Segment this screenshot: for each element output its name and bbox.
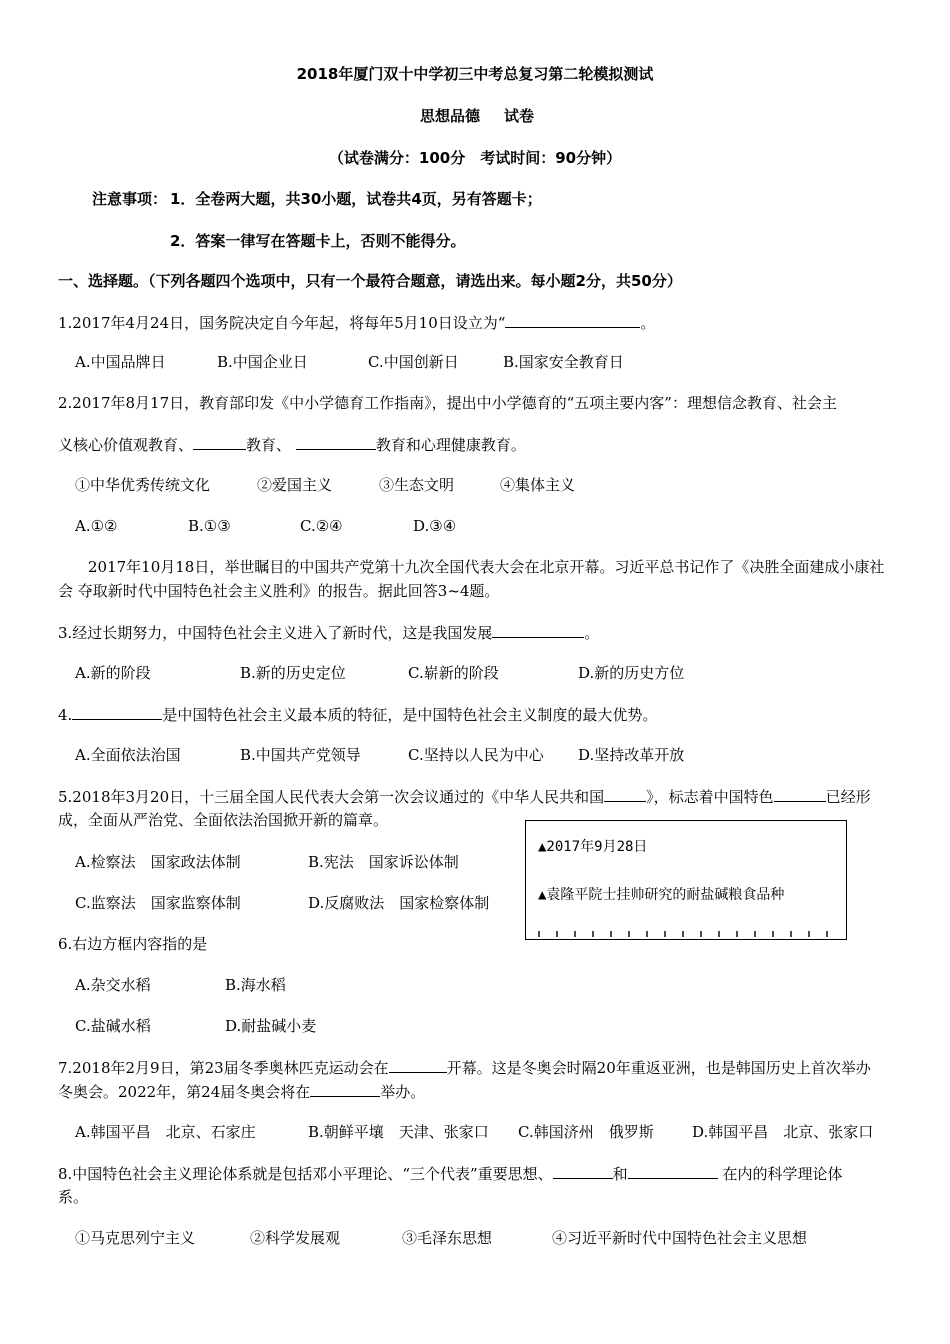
q4-option-a: A.全面依法治国: [75, 746, 181, 764]
q4-option-d: D.坚持改革开放: [578, 746, 685, 764]
passage-line-1: 2017年10月18日，举世瞩目的中国共产党第十九次全国代表大会在北京开幕。习近平总书记作了《决胜全面建成小康社: [88, 558, 885, 576]
question-7-line-1: [58, 1057, 871, 1078]
q5-blank-2: [774, 786, 826, 802]
exam-info: （试卷满分：100分 考试时间：90分钟）: [328, 149, 622, 167]
question-8-line-1: [58, 1163, 842, 1184]
q2-option-d: D.③④: [413, 517, 457, 535]
q2-option-a: A.①②: [75, 517, 118, 535]
q8-item-1: ①马克思列宁主义: [75, 1229, 196, 1247]
q5-option-c: C.监察法 国家监察体制: [75, 894, 241, 912]
q7-option-b: B.朝鲜平壤 天津、张家口: [308, 1123, 489, 1141]
question-2-line-1: 2.2017年8月17日，教育部印发《中小学德育工作指南》，提出中小学德育的“五项主要内客”：理想信念教育、社会主: [58, 394, 837, 412]
question-7-line-2: [58, 1081, 425, 1102]
q4-option-b: B.中国共产党领导: [240, 746, 361, 764]
q8-item-3: ③毛泽东思想: [402, 1229, 493, 1247]
q4-number: 4.: [58, 706, 73, 724]
q1-option-b: B.中国企业日: [217, 353, 308, 371]
q1-option-d: B.国家安全教育日: [503, 353, 624, 371]
q1-stem-a: 1.2017年4月24日，国务院决定自今年起，将每年5月10日设立为“: [58, 314, 506, 332]
q7-part-d: 举办。: [380, 1083, 426, 1101]
q2-item-3: ③生态文明: [379, 476, 455, 494]
q2-item-2: ②爱国主义: [257, 476, 333, 494]
q1-stem-b: 。: [640, 314, 656, 332]
box-line-1: ▲2017年9月28日: [538, 839, 648, 855]
q2-item-4: ④集体主义: [500, 476, 576, 494]
q3-option-c: C.崭新的阶段: [408, 664, 499, 682]
q6-option-b: B.海水稻: [225, 976, 286, 994]
q7-part-c: 冬奥会。2022年，第24届冬奥会将在: [58, 1083, 311, 1101]
q6-option-a: A.杂交水稻: [75, 976, 151, 994]
q1-option-a: A.中国品牌日: [75, 353, 166, 371]
box-cut-off-text: [538, 931, 836, 937]
question-2-line-2: [58, 434, 526, 455]
q2-part-b: 教育、: [246, 436, 292, 454]
q8-blank-1: [553, 1163, 613, 1179]
q7-blank-2: [310, 1081, 380, 1097]
notes-label: 注意事项：: [92, 190, 168, 208]
question-8-line-2: 系。: [58, 1188, 89, 1206]
q2-blank-1: [193, 434, 246, 450]
q2-blank-2: [296, 434, 376, 450]
note-2: 2．答案一律写在答题卡上，否则不能得分。: [170, 232, 466, 250]
q3-option-d: D.新的历史方位: [578, 664, 685, 682]
q7-blank-1: [389, 1057, 447, 1073]
q1-blank: [505, 312, 640, 328]
q5-option-d: D.反腐败法 国家检察体制: [308, 894, 490, 912]
q4-option-c: C.坚持以人民为中心: [408, 746, 544, 764]
q5-part-c: 已经形: [825, 788, 871, 806]
q7-option-c: C.韩国济州 俄罗斯: [518, 1123, 654, 1141]
note-1: 1．全卷两大题，共30小题，试卷共4页，另有答题卡；: [170, 190, 542, 208]
q2-part-a: 义核心价值观教育、: [58, 436, 194, 454]
question-1-stem: [58, 312, 655, 333]
question-5-line-2: 成，全面从严治党、全面依法治国掀开新的篇章。: [58, 811, 389, 829]
section-heading: 一、选择题。（下列各题四个选项中，只有一个最符合题意，请选出来。每小题2分，共50分）: [58, 272, 682, 290]
q6-info-box: [525, 820, 847, 940]
q2-item-1: ①中华优秀传统文化: [75, 476, 211, 494]
q8-part-c: 在内的科学理论体: [722, 1165, 843, 1183]
q5-part-b: 》，标志着中国特色: [646, 788, 774, 806]
box-line-2: ▲袁隆平院士挂帅研究的耐盐碱粮食品种: [538, 887, 785, 903]
q7-option-d: D.韩国平昌 北京、张家口: [692, 1123, 874, 1141]
q8-item-2: ②科学发展观: [250, 1229, 341, 1247]
q6-option-c: C.盐碱水稻: [75, 1017, 151, 1035]
q2-option-b: B.①③: [188, 517, 231, 535]
q3-stem-text: 3.经过长期努力，中国特色社会主义进入了新时代，这是我国发展: [58, 624, 493, 642]
question-6-stem: 6.右边方框内容指的是: [58, 935, 208, 953]
q2-part-c: 教育和心理健康教育。: [375, 436, 526, 454]
passage-line-2: 会 夺取新时代中国特色社会主义胜利》的报告。据此回答3~4题。: [58, 582, 500, 600]
paper-label: 试卷: [504, 107, 535, 125]
q7-part-b: 开幕。这是冬奥会时隔20年重返亚洲，也是韩国历史上首次举办: [446, 1059, 871, 1077]
exam-title: 2018年厦门双十中学初三中考总复习第二轮模拟测试: [296, 65, 654, 83]
q6-option-d: D.耐盐碱小麦: [225, 1017, 317, 1035]
q4-stem-text: 是中国特色社会主义最本质的特征，是中国特色社会主义制度的最大优势。: [162, 706, 658, 724]
q2-option-c: C.②④: [300, 517, 343, 535]
question-5-line-1: [58, 786, 871, 807]
question-4-stem: [58, 704, 657, 725]
q3-blank: [492, 622, 584, 638]
subject-name: 思想品德: [420, 107, 481, 125]
q5-option-a: A.检察法 国家政法体制: [75, 853, 241, 871]
q8-item-4: ④习近平新时代中国特色社会主义思想: [552, 1229, 808, 1247]
q5-part-a: 5.2018年3月20日，十三届全国人民代表大会第一次会议通过的《中华人民共和国: [58, 788, 605, 806]
q7-option-a: A.韩国平昌 北京、石家庄: [75, 1123, 256, 1141]
q7-part-a: 7.2018年2月9日，第23届冬季奥林匹克运动会在: [58, 1059, 389, 1077]
q3-option-a: A.新的阶段: [75, 664, 151, 682]
q8-part-a: 8.中国特色社会主义理论体系就是包括邓小平理论、“三个代表”重要思想、: [58, 1165, 553, 1183]
q5-option-b: B.宪法 国家诉讼体制: [308, 853, 459, 871]
question-3-stem: [58, 622, 599, 643]
q8-blank-2: [628, 1163, 718, 1179]
q5-blank-1: [604, 786, 646, 802]
q3-option-b: B.新的历史定位: [240, 664, 346, 682]
q8-part-b: 和: [612, 1165, 628, 1183]
q3-stem-end: 。: [584, 624, 600, 642]
q4-blank: [72, 704, 162, 720]
q1-option-c: C.中国创新日: [368, 353, 459, 371]
